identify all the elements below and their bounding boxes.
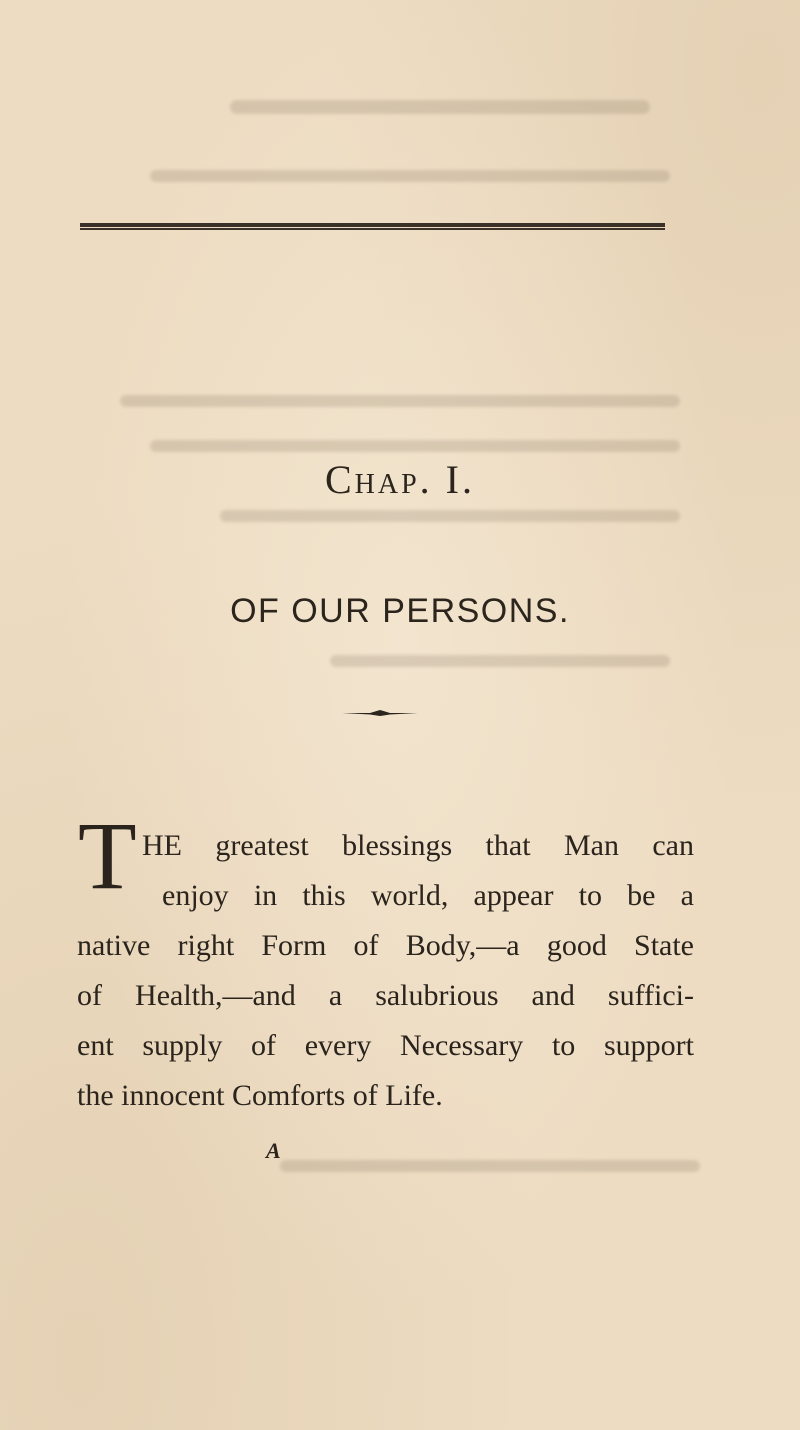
header-rule: [80, 222, 665, 232]
signature-mark: A: [266, 1138, 281, 1163]
paragraph-line: native right Form of Body,—a good State: [77, 929, 694, 962]
ornament-divider: [340, 708, 420, 718]
paragraph-line: enjoy in this world, appear to be a: [162, 879, 694, 912]
chapter-heading: Chap. I.: [324, 457, 475, 502]
paragraph-line: of Health,—and a salubrious and suffici-: [77, 979, 694, 1012]
section-title: OF OUR PERSONS.: [230, 592, 570, 630]
paragraph-line: the innocent Comforts of Life.: [77, 1079, 443, 1112]
drop-cap: T: [78, 802, 137, 909]
paragraph-line: HE greatest blessings that Man can: [142, 829, 694, 862]
paragraph-line: ent supply of every Necessary to support: [77, 1029, 694, 1062]
